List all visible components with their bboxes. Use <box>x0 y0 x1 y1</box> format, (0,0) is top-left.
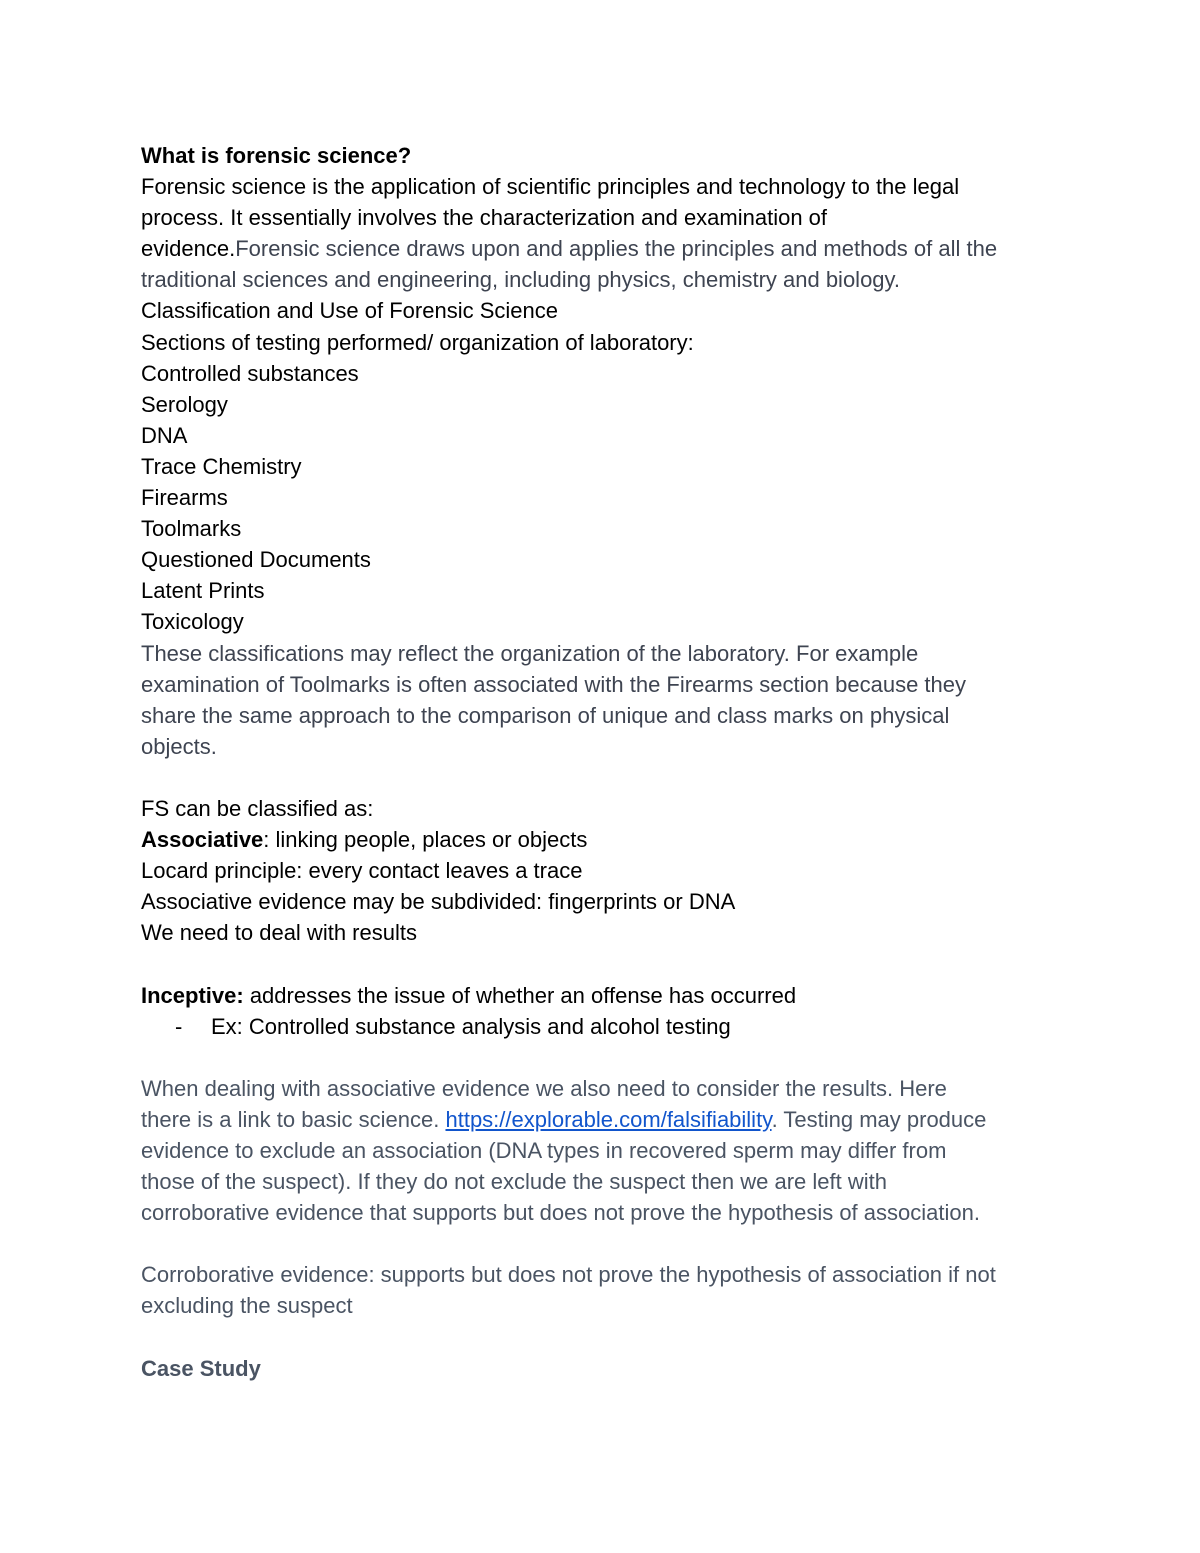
list-item: Firearms <box>141 485 228 511</box>
intro-line-1: Forensic science is the application of scientific principles and technology to the legal <box>141 174 960 200</box>
intro-line-3-start: evidence. <box>141 236 236 262</box>
list-item: Trace Chemistry <box>141 453 302 479</box>
spacer <box>141 762 1081 793</box>
intro-line-4: traditional sciences and engineering, including physics, chemistry and biology. <box>141 267 901 293</box>
intro-line-3 <box>141 233 1081 264</box>
list-item: Controlled substances <box>141 360 359 386</box>
corroborative-line-2: excluding the suspect <box>141 1293 353 1319</box>
results-line-1: When dealing with associative evidence we also need to consider the results. Here <box>141 1075 947 1101</box>
inceptive-term: Inceptive: <box>141 982 244 1008</box>
bullet-marker: - <box>175 1013 183 1039</box>
inceptive-definition: addresses the issue of whether an offense has occurred <box>243 982 797 1008</box>
results-line-3: evidence to exclude an association (DNA types in recovered sperm may differ from <box>141 1138 947 1163</box>
associative-definition: : linking people, places or objects <box>263 827 588 853</box>
spacer <box>141 1322 1081 1353</box>
org-note-line-4: objects. <box>141 733 217 759</box>
inceptive-bullet <box>141 1011 1081 1042</box>
list-item: Questioned Documents <box>141 547 371 573</box>
results-line-4: those of the suspect). If they do not exclude the suspect then we are left with <box>141 1169 887 1195</box>
associative-line <box>141 824 1081 855</box>
intro-line-2: process. It essentially involves the characterization and examination of <box>141 205 828 231</box>
spacer <box>141 948 1081 979</box>
list-item: Toolmarks <box>141 516 242 542</box>
list-item: Serology <box>141 391 228 417</box>
sections-title: Sections of testing performed/ organization of laboratory: <box>141 329 694 355</box>
intro-line-3-end: Forensic science draws upon and applies the principles and methods of all the <box>235 236 998 262</box>
associative-results: We need to deal with results <box>141 920 417 946</box>
results-line-2-start: there is a link to basic science. <box>141 1106 446 1132</box>
results-line-2 <box>141 1104 1081 1135</box>
list-item: Toxicology <box>141 609 244 635</box>
spacer <box>141 1228 1081 1259</box>
org-note-line-3: share the same approach to the comparison of unique and class marks on physical <box>141 702 950 728</box>
results-line-5: corroborative evidence that supports but does not prove the hypothesis of association. <box>141 1200 980 1226</box>
associative-subdivided: Associative evidence may be subdivided: fingerprints or DNA <box>141 889 736 915</box>
spacer <box>141 1042 1081 1073</box>
org-note-line-1: These classifications may reflect the organization of the laboratory. For example <box>141 640 919 666</box>
bullet-text: Ex: Controlled substance analysis and alcohol testing <box>211 1013 731 1039</box>
document-body <box>141 140 1081 1384</box>
locard-principle: Locard principle: every contact leaves a trace <box>141 858 583 884</box>
case-study-heading: Case Study <box>141 1355 261 1381</box>
classification-title: Classification and Use of Forensic Science <box>141 298 558 324</box>
associative-term: Associative <box>141 827 264 853</box>
list-item: Latent Prints <box>141 578 265 604</box>
fs-classified: FS can be classified as: <box>141 795 374 821</box>
page-title: What is forensic science? <box>141 143 412 168</box>
results-line-2-end: . Testing may produce <box>771 1106 987 1132</box>
list-item: DNA <box>141 422 188 448</box>
corroborative-line-1: Corroborative evidence: supports but does not prove the hypothesis of association if not <box>141 1262 996 1288</box>
inceptive-line <box>141 980 1081 1011</box>
org-note-line-2: examination of Toolmarks is often associated with the Firearms section because they <box>141 671 966 697</box>
falsifiability-link[interactable]: https://explorable.com/falsifiability <box>445 1106 772 1132</box>
sections-list <box>141 358 1081 638</box>
